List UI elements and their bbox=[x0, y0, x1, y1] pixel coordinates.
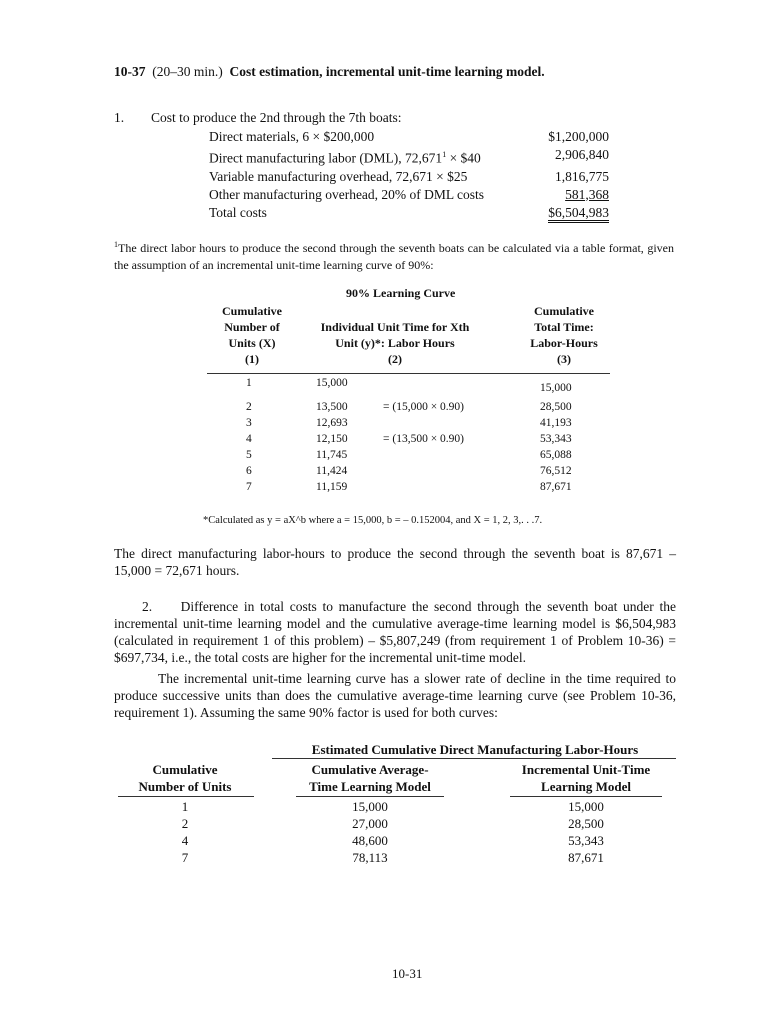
t1-cell-y: 11,745 bbox=[316, 449, 348, 461]
t1-cell-note: = (13,500 × 0.90) bbox=[383, 433, 465, 445]
t1-cell-y: 12,693 bbox=[316, 417, 348, 429]
t2-cell-avg: 48,600 bbox=[352, 833, 388, 848]
part1-label: 1. bbox=[114, 110, 125, 125]
t1-header-cumulative: Cumulative Total Time: Labor-Hours (3) bbox=[530, 304, 598, 366]
t1-cell-cum: 41,193 bbox=[540, 417, 572, 429]
t2-cell-avg: 78,113 bbox=[352, 850, 388, 865]
t2-cell-inc: 87,671 bbox=[568, 850, 604, 865]
t2-header-units: Cumulative Number of Units bbox=[138, 762, 232, 794]
t1-cell-y: 15,000 bbox=[316, 377, 348, 389]
part2-label: 2. bbox=[142, 599, 153, 614]
cost-label: Direct materials, 6 × $200,000 bbox=[209, 129, 375, 144]
part2-paragraph-2: The incremental unit-time learning curve has a slower rate of decline in the time required to produce successive units than does the cumulative average-time learning curve (see Problem 10-36, requirement 1). Assuming the same 90% factor is used for both curves: bbox=[114, 671, 676, 720]
t2-cell-units: 1 bbox=[181, 799, 189, 814]
cost-label: Variable manufacturing overhead, 72,671 × $25 bbox=[209, 168, 468, 184]
problem-title: Cost estimation, incremental unit-time learning model. bbox=[229, 64, 545, 79]
cost-total-amount: $6,504,983 bbox=[548, 205, 609, 223]
page-number: 10-31 bbox=[392, 966, 423, 981]
t2-group-title: Estimated Cumulative Direct Manufacturing Labor-Hours bbox=[311, 742, 639, 757]
t2-cell-units: 7 bbox=[181, 850, 189, 865]
t1-cell-y: 12,150 bbox=[316, 433, 348, 445]
t1-cell-cum: 15,000 bbox=[540, 382, 572, 394]
t2-header-inc: Incremental Unit-Time Learning Model bbox=[521, 762, 651, 794]
t2-cell-inc: 28,500 bbox=[568, 816, 604, 831]
problem-number: 10-37 bbox=[114, 64, 146, 79]
problem-heading bbox=[114, 64, 545, 80]
cost-row-materials bbox=[209, 128, 609, 146]
t1-footnote: *Calculated as y = aX^b where a = 15,000, b = – 0.152004, and X = 1, 2, 3,. . .7. bbox=[203, 515, 543, 526]
footnote-1 bbox=[114, 236, 674, 274]
t1-header-rule bbox=[207, 373, 610, 374]
t1-cell-y: 11,159 bbox=[316, 481, 348, 493]
t1-cell-cum: 65,088 bbox=[540, 449, 572, 461]
t2-header-avg: Cumulative Average- Time Learning Model bbox=[309, 762, 431, 794]
t1-cell-x: 7 bbox=[246, 481, 252, 493]
t2-rule-avg bbox=[296, 796, 444, 797]
t1-cell-x: 1 bbox=[246, 377, 252, 389]
part1-intro bbox=[114, 110, 402, 126]
t2-cell-units: 4 bbox=[181, 833, 189, 848]
footnote-text: The direct labor hours to produce the second through the seventh boats can be calculated via a table format, given the assumption of an incremental unit-time learning curve of 90%: bbox=[114, 241, 674, 272]
cost-label: Other manufacturing overhead, 20% of DML costs bbox=[209, 186, 485, 202]
t1-cell-note: = (15,000 × 0.90) bbox=[383, 401, 465, 413]
t1-cell-x: 2 bbox=[246, 401, 252, 413]
t1-cell-cum: 53,343 bbox=[540, 433, 572, 445]
t1-cell-x: 6 bbox=[246, 465, 252, 477]
t1-cell-x: 5 bbox=[246, 449, 252, 461]
hours-paragraph: The direct manufacturing labor-hours to produce the second through the seventh boat is 87,671 – 15,000 = 72,671 hours. bbox=[114, 546, 676, 578]
t2-group-rule bbox=[272, 758, 676, 759]
cost-label: Direct manufacturing labor (DML), $72,671^1$ × $40 bbox=[209, 150, 481, 166]
cost-label: Total costs bbox=[209, 204, 267, 220]
t1-cell-x: 4 bbox=[246, 433, 252, 445]
cost-amount: $1,200,000 bbox=[548, 129, 609, 144]
footnote-marker: 1 bbox=[114, 240, 118, 249]
t1-cell-y: 11,424 bbox=[316, 465, 348, 477]
problem-time: (20–30 min.) bbox=[152, 64, 223, 79]
t1-header-units: Cumulative Number of Units (X) (1) bbox=[222, 304, 282, 366]
t2-rule-inc bbox=[510, 796, 662, 797]
t2-cell-avg: 15,000 bbox=[352, 799, 388, 814]
part1-intro-text: Cost to produce the 2nd through the 7th boats: bbox=[151, 110, 402, 125]
t2-cell-inc: 15,000 bbox=[568, 799, 604, 814]
t2-cell-units: 2 bbox=[181, 816, 189, 831]
part2-text: Difference in total costs to manufacture the second through the seventh boat under the incremental unit-time learning model and the cumulative average-time learning model is $6,504,983 (calculated in requirement 1 of this problem) – $5,807,249 (from requirement 1 of Problem 10-36) = $697,734, i.e., the total costs are higher for the incremental unit-time model. bbox=[114, 599, 676, 665]
learning-curve-title: 90% Learning Curve bbox=[346, 286, 456, 300]
cost-amount: 581,368 bbox=[565, 186, 609, 202]
cost-amount: 1,816,775 bbox=[555, 168, 609, 184]
t1-cell-cum: 87,671 bbox=[540, 481, 572, 493]
t2-cell-inc: 53,343 bbox=[568, 833, 604, 848]
cost-amount: 2,906,840 bbox=[555, 147, 609, 162]
cost-row-total bbox=[209, 204, 609, 223]
part2-paragraph bbox=[114, 598, 676, 666]
cost-row-dml bbox=[209, 146, 609, 168]
cost-row-other-overhead bbox=[209, 186, 609, 204]
footnote-ref: 1 bbox=[442, 150, 447, 159]
t1-cell-cum: 28,500 bbox=[540, 401, 572, 413]
cost-list bbox=[209, 128, 609, 223]
t1-cell-cum: 76,512 bbox=[540, 465, 572, 477]
t1-header-unit-time: Individual Unit Time for Xth Unit (y)*: Labor Hours (2) bbox=[320, 320, 470, 366]
t2-rule-units bbox=[118, 796, 254, 797]
t1-cell-x: 3 bbox=[246, 417, 252, 429]
t2-cell-avg: 27,000 bbox=[352, 816, 388, 831]
cost-row-variable-overhead bbox=[209, 168, 609, 186]
t1-cell-y: 13,500 bbox=[316, 401, 348, 413]
